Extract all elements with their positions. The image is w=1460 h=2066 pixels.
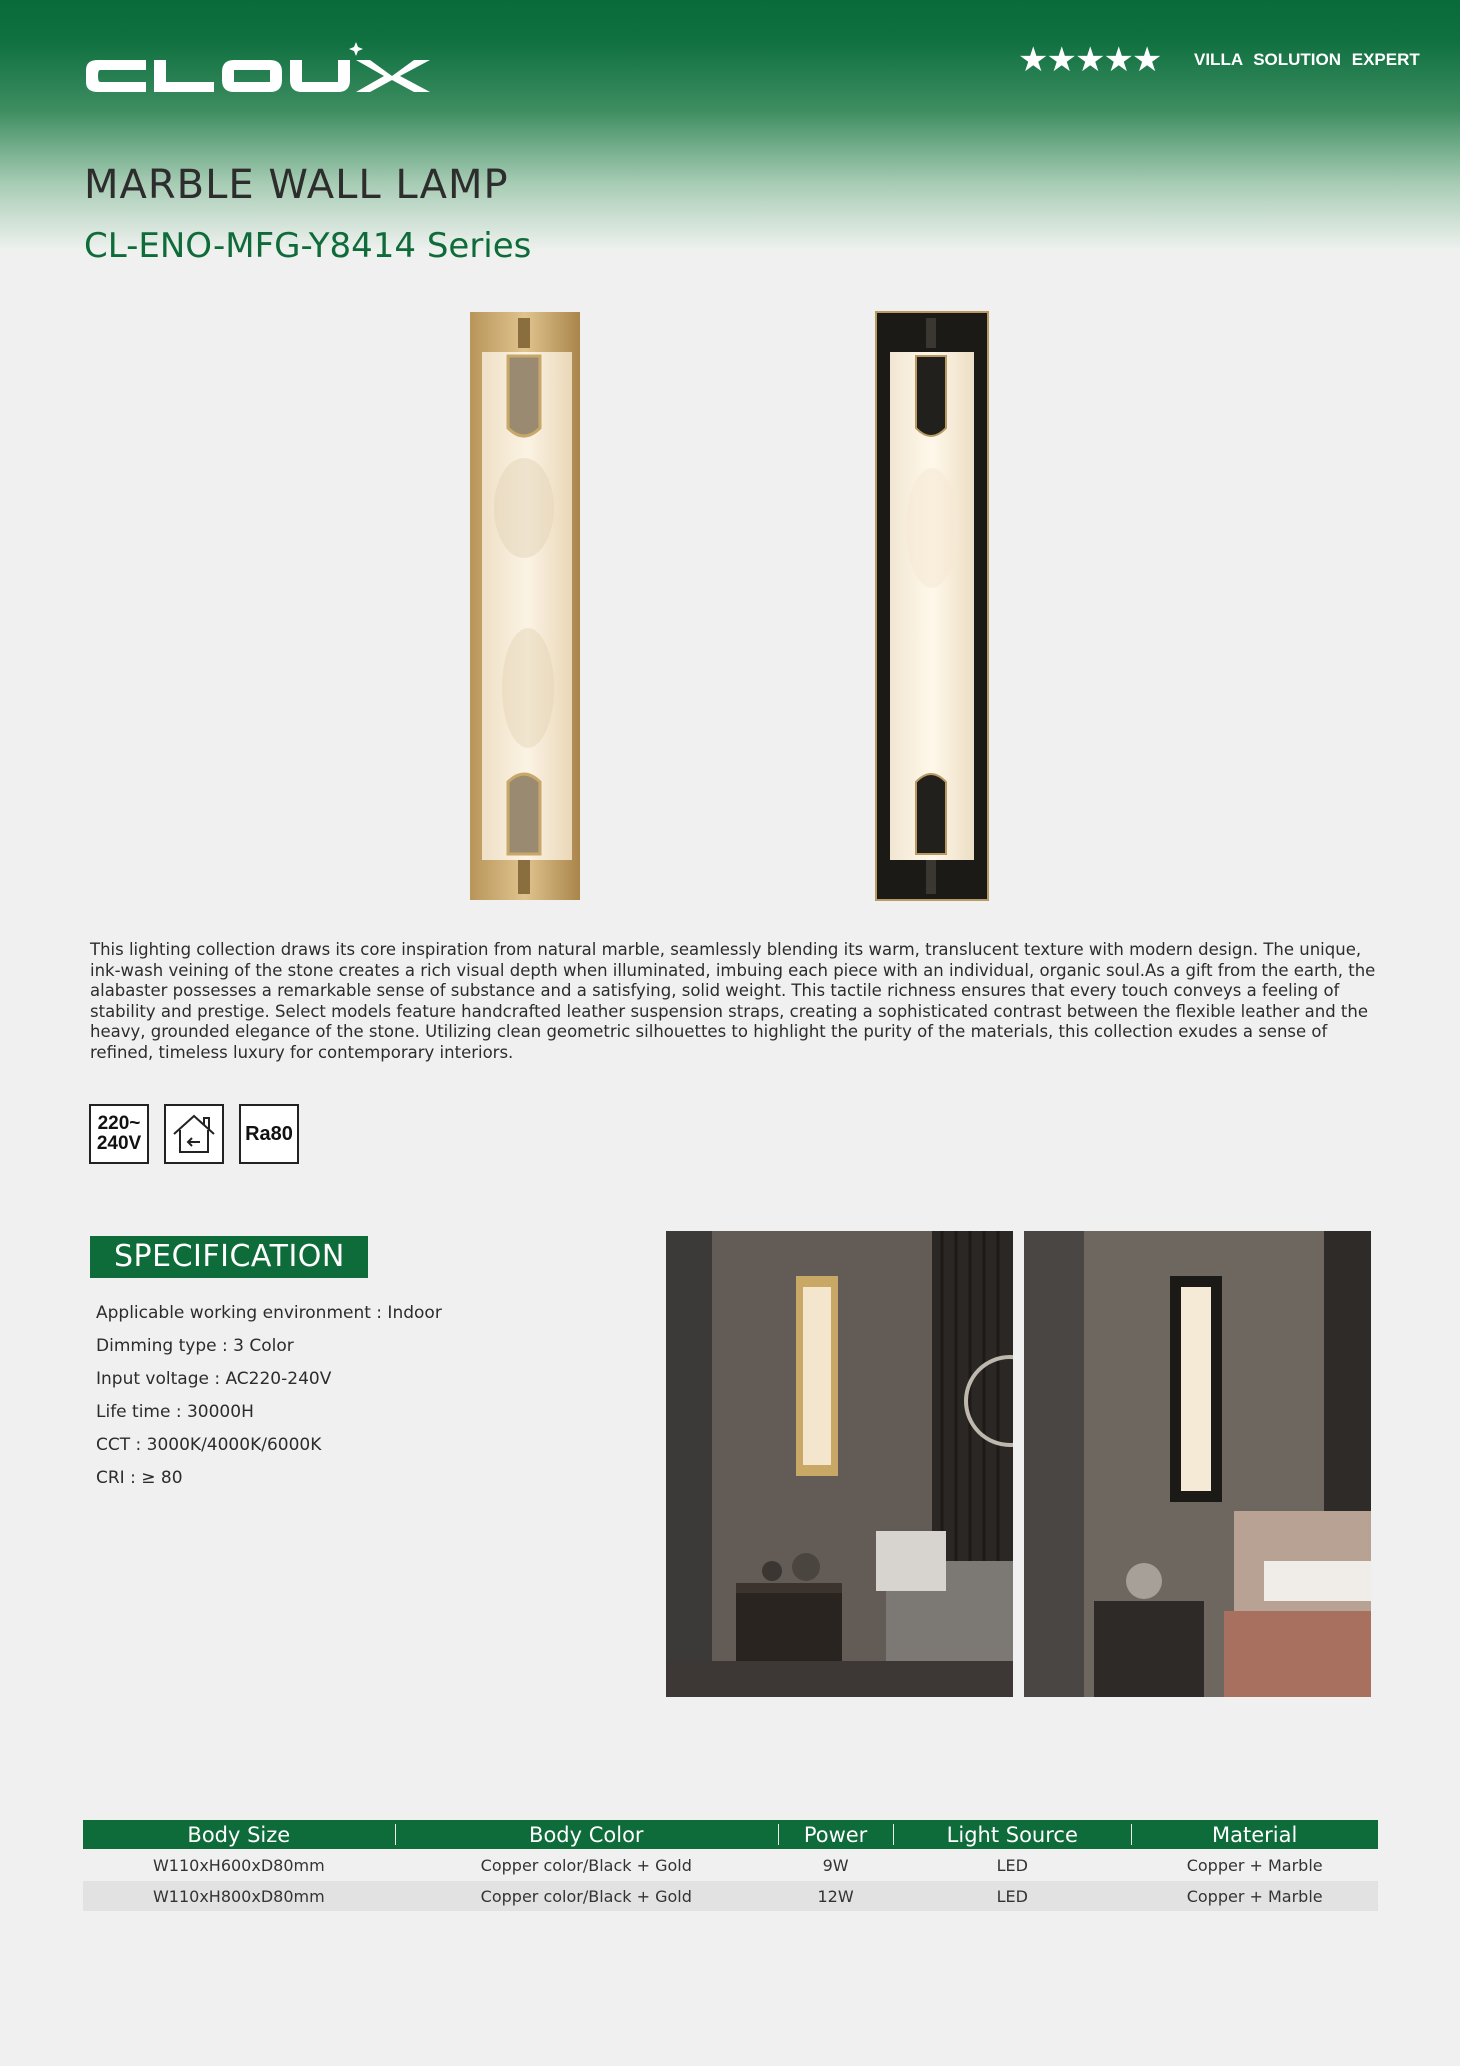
table-header-row [83, 1820, 1378, 1849]
cri-badge: Ra80 [239, 1104, 299, 1164]
spec-item: Life time : 30000H [96, 1402, 254, 1422]
product-title: MARBLE WALL LAMP [84, 162, 509, 208]
column-header-light-source: Light Source [893, 1820, 1131, 1849]
table-cell: LED [893, 1881, 1131, 1911]
spec-item: Dimming type : 3 Color [96, 1336, 294, 1356]
product-series: CL-ENO-MFG-Y8414 Series [84, 226, 532, 266]
voltage-line-2: 240V [96, 1133, 142, 1154]
column-header-body-color: Body Color [395, 1820, 778, 1849]
table-cell: Copper + Marble [1186, 1855, 1323, 1875]
table-cell: 9W [822, 1855, 849, 1875]
table-cell: Copper + Marble [1131, 1881, 1378, 1911]
lamp-black-image [874, 308, 994, 902]
table-row [83, 1849, 1378, 1881]
tagline: VILLA SOLUTION EXPERT [1194, 50, 1420, 69]
column-header-material: Material [1131, 1820, 1378, 1849]
spec-item: Input voltage : AC220-240V [96, 1369, 332, 1389]
column-header-power: Power [778, 1820, 893, 1849]
room-photo-gold [666, 1231, 1013, 1697]
specification-list [96, 1302, 442, 1500]
table-cell: W110xH800xD80mm [83, 1881, 395, 1911]
header-band [0, 0, 1460, 260]
column-header-body-size: Body Size [83, 1820, 395, 1849]
table-cell: Copper color/Black + Gold [395, 1881, 778, 1911]
lamp-gold-image [468, 308, 588, 902]
product-description: This lighting collection draws its core inspiration from natural marble, seamlessly blending its warm, translucent texture with modern design. The unique, ink-wash veining of the stone creates a rich visual depth when illuminated, imbuing each piece with an individual, organic soul.As a gift from the earth, the alabaster possesses a remarkable sense of substance and a satisfying, solid weight. This tactile richness ensures that every touch conveys a feeling of stability and prestige. Select models feature handcrafted leather suspension straps, creating a sophisticated contrast between the flexible leather and the heavy, grounded elegance of the stone. Utilizing clean geometric silhouettes to highlight the purity of the materials, this collection exudes a sense of refined, timeless luxury for contemporary interiors. [90, 940, 1376, 1062]
room-photo-black [1024, 1231, 1371, 1697]
table-cell: W110xH600xD80mm [152, 1855, 325, 1875]
indoor-badge [164, 1104, 224, 1164]
voltage-line-1: 220~ [97, 1113, 141, 1134]
rating-stars: ★★★★★ [1018, 40, 1161, 80]
indoor-house-icon [170, 1112, 218, 1156]
spec-item: Applicable working environment : Indoor [96, 1303, 442, 1323]
table-row [83, 1881, 1378, 1911]
table-cell: 12W [778, 1881, 893, 1911]
spec-item: CCT : 3000K/4000K/6000K [96, 1435, 322, 1455]
brand-logo [84, 42, 436, 102]
spec-item: CRI : ≥ 80 [96, 1468, 183, 1488]
voltage-badge [89, 1104, 149, 1164]
product-specs-table [83, 1820, 1378, 1911]
table-cell: LED [996, 1855, 1028, 1875]
specification-heading: SPECIFICATION [90, 1236, 368, 1278]
table-cell: Copper color/Black + Gold [480, 1855, 692, 1875]
